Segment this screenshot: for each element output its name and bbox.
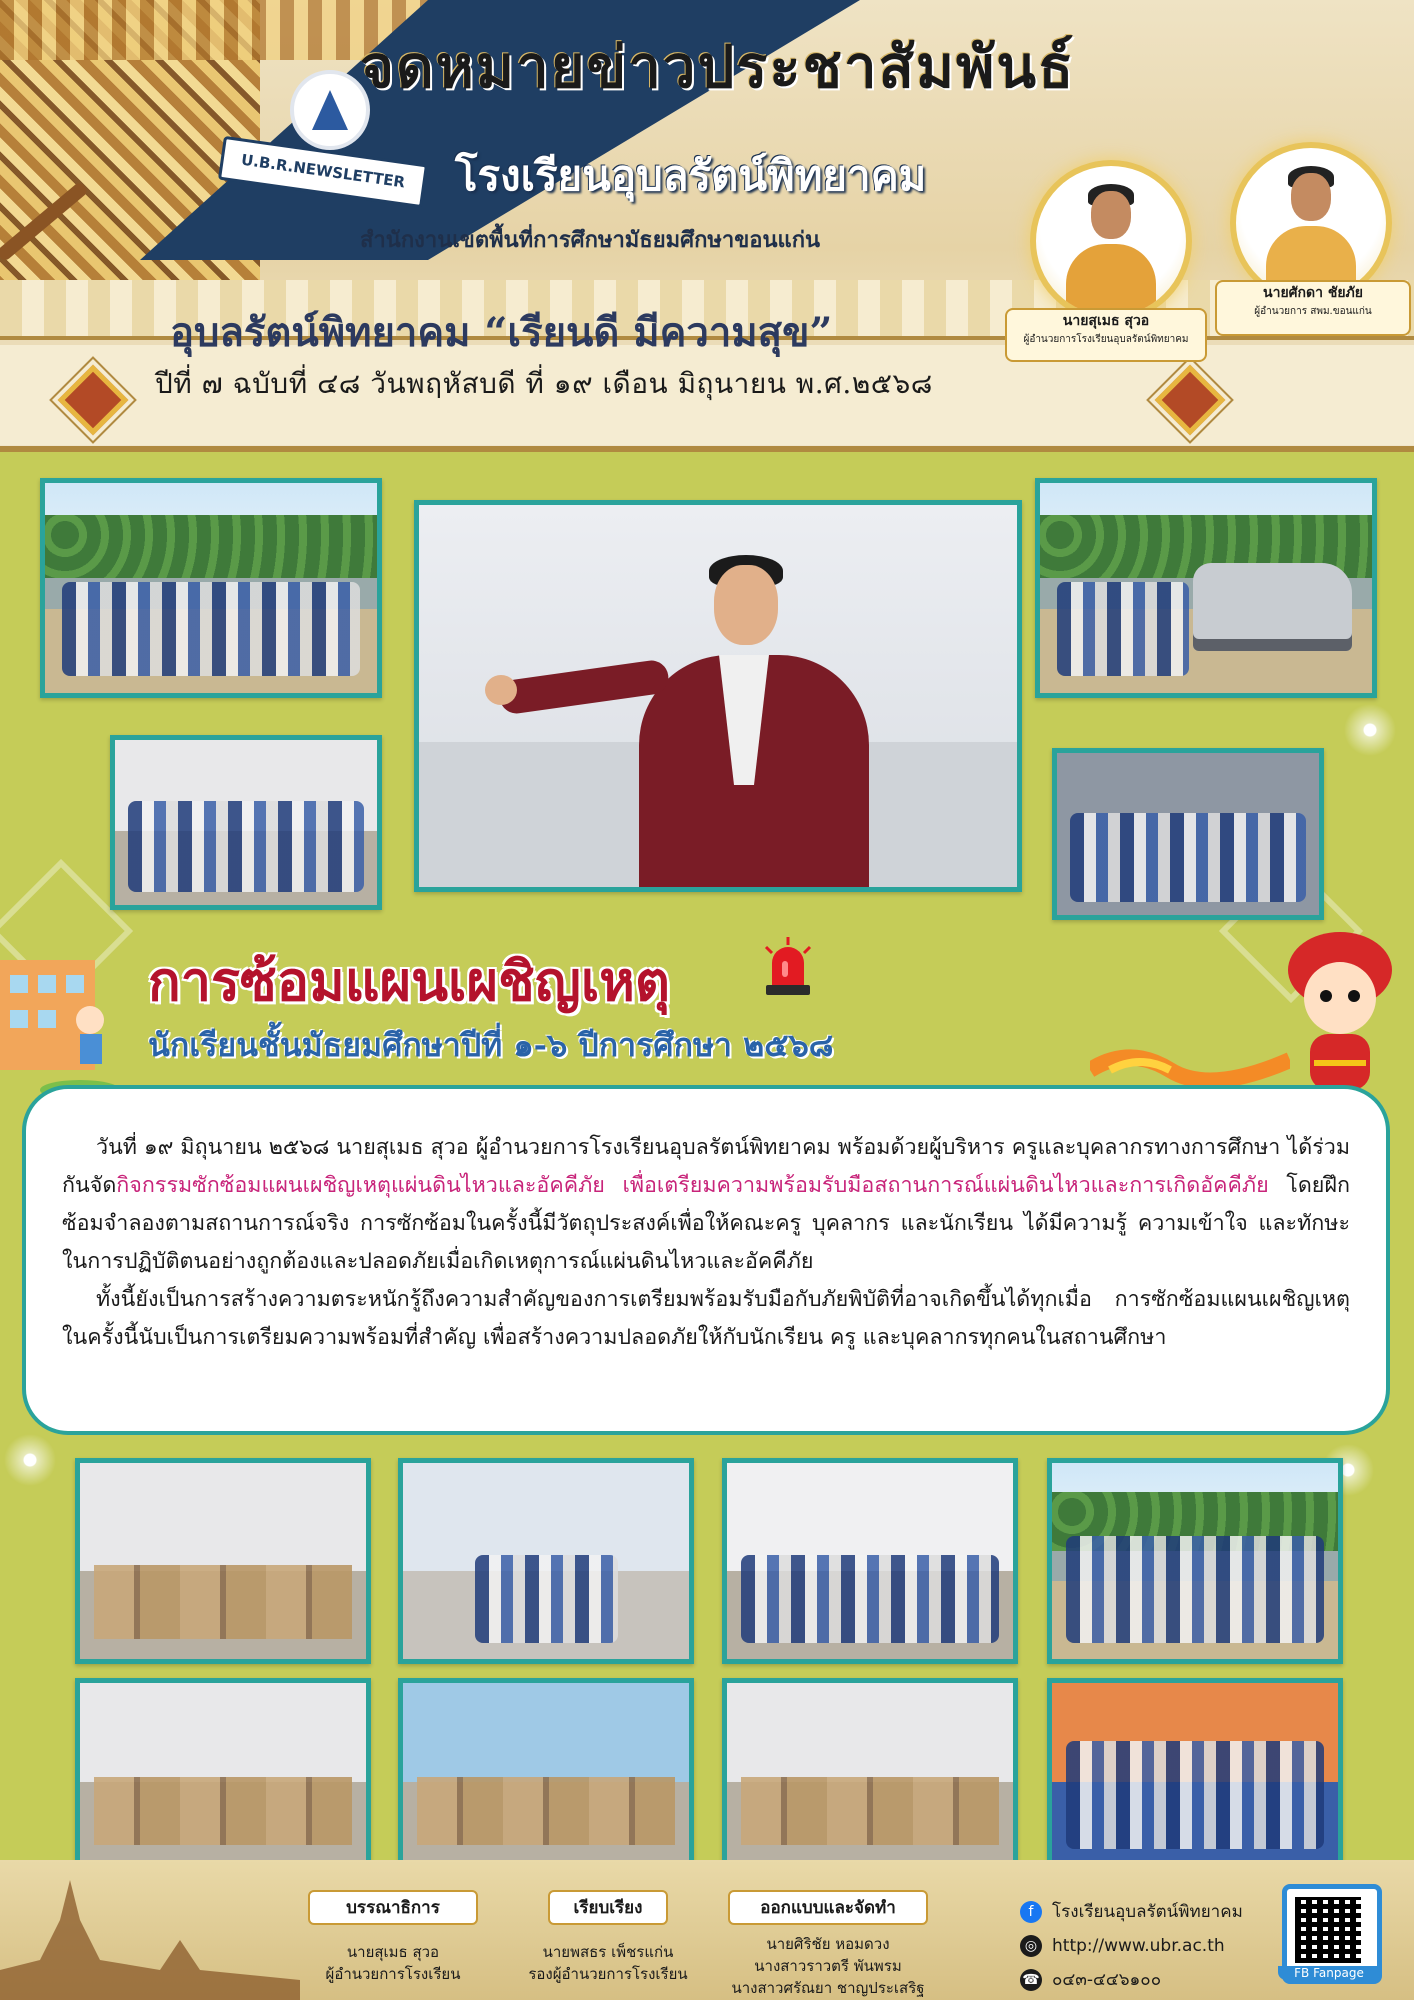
building-child-cartoon-icon [0,940,120,1100]
paragraph-text [605,1173,623,1198]
photo-grid-4 [1047,1458,1343,1664]
article-body [22,1085,1390,1435]
website-url: http://www.ubr.ac.th [1052,1936,1225,1956]
highlight-activity: กิจกรรมซักซ้อมแผนเผชิญเหตุแผ่นดินไหวและอัคคีภัย [116,1173,605,1198]
credit-role: รองผู้อำนวยการโรงเรียน [528,1965,688,1983]
credit-role: ผู้อำนวยการโรงเรียน [325,1965,461,1983]
facebook-icon: f [1020,1901,1042,1923]
credit-name: นางสาวราวตรี พันพรม [754,1957,902,1975]
credit-compiler [518,1890,698,1985]
photo-first-aid [1052,748,1324,920]
article-paragraph-1 [62,1129,1350,1281]
nameplate-area-director [1215,280,1411,336]
photo-speaker-main [414,500,1022,892]
sparkle-icon [0,1430,60,1490]
official-role: ผู้อำนวยการโรงเรียนอุบลรัตน์พิทยาคม [1023,334,1189,345]
photo-grid-2 [398,1458,694,1664]
photo-students-walkway [40,478,382,698]
nameplate-director [1005,308,1207,362]
paragraph-text: โดยฝึกซ้อมจำลองตามสถานการณ์จริง การซักซ้อมในครั้งนี้มีวัตถุประสงค์เพื่อให้คณะครู บุคลากร และนักเรียน ได้มีความรู้ ความเข้าใจ และทักษะในการปฏิบัติตนอย่างถูกต้องและปลอดภัยเมื่อเกิดเหตุการณ์แผ่นดินไหวและอัคคีภัย [62,1173,1350,1274]
credit-label: บรรณาธิการ [308,1890,478,1925]
photo-grid-1 [75,1458,371,1664]
credit-name: นายพสธร เพ็ชรแก่น [542,1943,674,1961]
divider [0,446,1414,452]
phone-icon: ☎ [1020,1969,1042,1991]
credit-name: นายสุเมธ สุวอ [346,1943,440,1961]
qr-label: FB Fanpage [1278,1966,1380,1980]
office-name: สำนักงานเขตพื้นที่การศึกษามัธยมศึกษาขอนแก่น [360,228,821,253]
school-name: โรงเรียนอุบลรัตน์พิทยาคม [455,151,927,200]
official-name: นายสุเมธ สุวอ [1062,313,1150,329]
contact-facebook[interactable] [1020,1898,1243,1925]
official-role: ผู้อำนวยการ สพม.ขอนแก่น [1254,306,1372,317]
contact-phone[interactable] [1020,1966,1161,1993]
credit-label: เรียบเรียง [548,1890,668,1925]
issue-line: ปีที่ ๗ ฉบับที่ ๔๘ วันพฤหัสบดี ที่ ๑๙ เดือน มิถุนายน พ.ศ.๒๕๖๘ [155,367,933,400]
article-subheadline: นักเรียนชั้นมัธยมศึกษาปีที่ ๑-๖ ปีการศึกษา ๒๕๖๘ [148,1026,834,1064]
contact-website[interactable] [1020,1935,1225,1957]
page-title: จดหมายข่าวประชาสัมพันธ์ [360,33,1076,101]
highlight-purpose: เพื่อเตรียมความพร้อมรับมือสถานการณ์แผ่นดินไหวและการเกิดอัคคีภัย [622,1173,1269,1198]
globe-icon: ◎ [1020,1935,1042,1957]
temple-silhouette-icon [0,1860,300,2000]
firefighter-cartoon-icon [1270,930,1410,1100]
photo-grid-5 [75,1678,371,1868]
credit-label: ออกแบบและจัดทำ [728,1890,928,1925]
credit-name: นายศิริชัย หอมดวง [766,1935,890,1953]
header-banner [0,0,1414,452]
facebook-page-name: โรงเรียนอุบลรัตน์พิทยาคม [1052,1902,1243,1922]
footer [0,1860,1414,2000]
photo-van-evacuation [1035,478,1377,698]
article-headline: การซ้อมแผนเผชิญเหตุ [148,949,670,1013]
article-paragraph-2: ทั้งนี้ยังเป็นการสร้างความตระหนักรู้ถึงความสำคัญของการเตรียมพร้อมรับมือกับภัยพิบัติที่อาจเกิดขึ้นได้ทุกเมื่อ การซักซ้อมแผนเผชิญเหตุในครั้งนี้นับเป็นการเตรียมความพร้อมที่สำคัญ เพื่อสร้างความปลอดภัยให้กับนักเรียน ครู และบุคลากรทุกคนในสถานศึกษา [62,1287,1350,1350]
school-motto: อุบลรัตน์พิทยาคม “เรียนดี มีความสุข” [170,309,833,356]
portrait-director [1030,160,1192,322]
official-name: นายศักดา ชัยภัย [1263,285,1363,301]
newsletter-ribbon: U.B.R.NEWSLETTER [218,136,428,208]
sparkle-icon [1340,700,1400,760]
photo-grid-3 [722,1458,1018,1664]
credit-name: นางสาวศรัณยา ชาญประเสริฐ [731,1979,925,1997]
credit-designer [728,1890,928,1999]
credit-editor [308,1890,478,1985]
paragraph-text: วันที่ ๑๙ มิถุนายน ๒๕๖๘ นายสุเมธ สุวอ ผู้อำนวยการโรงเรียนอุบลรัตน์พิทยาคม พร้อมด้วยผู้บริหาร ครูและบุคลากรทางการศึกษา ได้ร่วมกันจัด [62,1135,1350,1198]
photo-classroom-drill [110,735,382,910]
phone-number: ๐๔๓-๔๔๖๑๐๐ [1052,1970,1162,1990]
school-logo [290,70,370,150]
siren-icon [760,935,816,997]
photo-grid-8 [1047,1678,1343,1868]
photo-grid-6 [398,1678,694,1868]
photo-grid-7 [722,1678,1018,1868]
